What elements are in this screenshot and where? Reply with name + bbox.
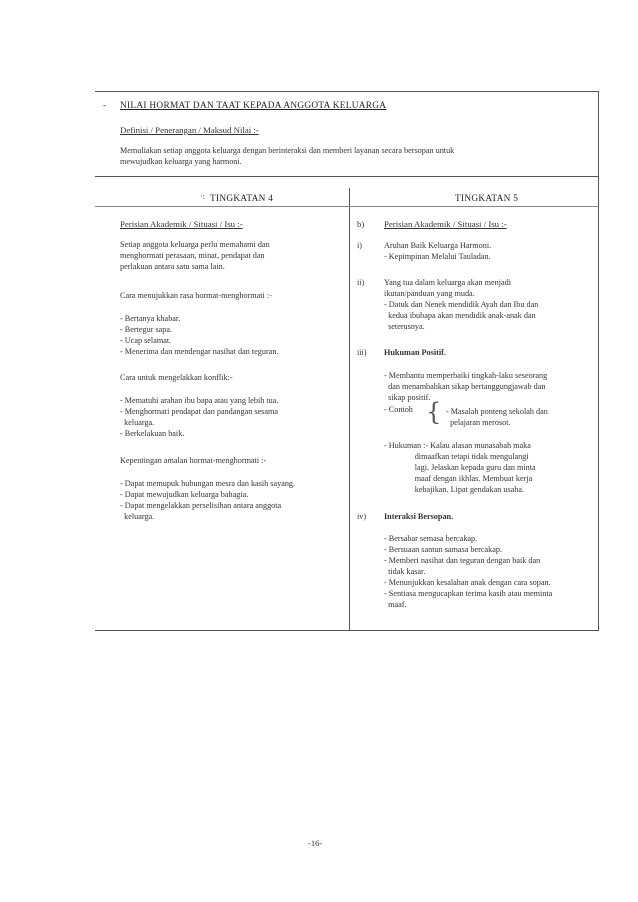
column-divider: [349, 188, 350, 631]
iii-title: Hukuman Positif.: [384, 348, 446, 357]
ii-line-5: seterusnya.: [384, 322, 425, 331]
b-text: Perisian Akademik / Situasi / Isu :-: [384, 219, 507, 229]
right-border: [598, 91, 599, 631]
iii-label: iii): [357, 348, 367, 357]
cara-item-2: - Bertegur sapa.: [120, 325, 173, 334]
iv-item-3: - Memberi nasihat dan teguran dengan baik dan: [384, 556, 541, 565]
konflik-item-2: - Menghormati pendapat dan pandangan sesama: [120, 407, 279, 416]
cara-item-4: - Menerima dan mendengar nasihat dan teguran.: [120, 347, 279, 356]
iv-item-2: - Bersuaan santun samasa bercakap.: [384, 545, 502, 554]
kepentingan-item-4: keluarga.: [120, 512, 155, 521]
kepentingan-item-1: - Dapat memupuk hubungan mesra dan kasih sayang.: [120, 479, 296, 488]
left-title-marker: ·:: [200, 192, 205, 201]
kepentingan-item-3: - Dapat mengelakkan perselisihan antara anggota: [120, 501, 282, 510]
left-intro-2: menghormati perasaan, minat, pendapat dan: [120, 251, 265, 260]
ii-line-2: ikutan/panduan yang muda.: [384, 289, 475, 298]
iv-item-5: - Menunjukkan kesalahan anak dengan cara sopan.: [384, 578, 551, 587]
konflik-item-3: keluarga.: [120, 418, 155, 427]
title-bullet: -: [103, 101, 107, 111]
hukuman-line-4: maaf dengan ikhlas. Membuat kerja: [384, 474, 533, 483]
left-section-label: Perisian Akademik / Situasi / Isu :-: [120, 219, 243, 229]
hukuman-line-1: - Hukuman :- Kalau alasan munasabah maka: [384, 441, 531, 450]
left-column-title: TINGKATAN 4: [210, 194, 274, 204]
i-item-1: - Kepimpinan Melalui Tauladan.: [384, 252, 491, 261]
cara-title: Cara menujukkan rasa hormat-menghormati :-: [120, 291, 272, 300]
hukuman-line-2: dimaafkan tetapi tidak mengulangi: [384, 452, 529, 461]
hukuman-line-5: kebajikan. Lipat gendakan usaha.: [384, 485, 525, 494]
page-number: -16-: [308, 838, 323, 848]
b-label: b): [357, 219, 365, 229]
def-divider: [95, 176, 599, 177]
iv-item-4: tidak kasar.: [384, 567, 426, 576]
iv-label: iv): [357, 512, 367, 521]
contoh-line-2: pelajaran merosot.: [446, 418, 511, 427]
iii-line-1: - Membantu memperbaiki tingkah-laku seseorang: [384, 371, 548, 380]
definition-line-1: Memuliakan setiap anggota keluarga dengan berinteraksi dan memberi layanan secara bersopan untuk: [120, 146, 455, 155]
left-intro-3: perlakuan antara satu sama lain.: [120, 262, 225, 271]
top-border: [95, 91, 598, 92]
contoh-label: - Contoh: [384, 405, 413, 414]
konflik-item-4: - Berkelakuan baik.: [120, 429, 185, 438]
iii-line-2: dan menambahkan sikap bertanggungjawab dan: [384, 382, 546, 391]
kepentingan-title: Kepentingan amalan hormat-menghormati :-: [120, 456, 267, 465]
contoh-line-1: - Masalah ponteng sekolah dan: [446, 407, 548, 416]
hukuman-line-3: lagi. Jelaskan kepada guru dan minta: [384, 463, 536, 472]
right-column-title: TINGKATAN 5: [455, 194, 519, 204]
ii-line-4: kedua ibubapa akan mendidik anak-anak dan: [384, 311, 536, 320]
konflik-title: Cara untuk mengelakkan konflik:-: [120, 373, 233, 382]
cara-item-3: - Ucap selamat.: [120, 336, 172, 345]
cara-item-1: - Bertanya khabar.: [120, 314, 181, 323]
contoh-brace: {: [426, 398, 442, 426]
ii-label: ii): [357, 278, 365, 287]
page-title: NILAI HORMAT DAN TAAT KEPADA ANGGOTA KELUARGA: [120, 101, 387, 111]
i-label: i): [357, 241, 363, 250]
ii-line-3: - Datuk dan Nenek mendidik Ayah dan Ibu dan: [384, 300, 539, 309]
iv-item-6: - Sentiasa mengucapkan terima kasih atau meminta: [384, 589, 553, 598]
left-intro-1: Setiap anggota keluarga perlu memahami dan: [120, 240, 270, 249]
iv-item-7: maaf.: [384, 600, 407, 609]
header-row-divider: [95, 206, 599, 207]
iii-line-3: sikap positif.: [384, 393, 431, 402]
iv-item-1: - Bersabar semasa bercakap.: [384, 534, 478, 543]
definition-line-2: mewujudkan keluarga yang harmoni.: [120, 157, 242, 166]
i-title: Aruhan Baik Keluarga Harmoni.: [384, 241, 492, 250]
iv-title: Interaksi Bersopan.: [384, 512, 454, 521]
definition-label: Definisi / Penerangan / Maksud Nilai :-: [120, 125, 259, 135]
ii-line-1: Yang tua dalam keluarga akan menjadi: [384, 278, 512, 287]
konflik-item-1: - Mematuhi arahan ibu bapa atau yang lebih tua.: [120, 396, 279, 405]
kepentingan-item-2: - Dapat mewujudkan keluarga bahagia.: [120, 490, 249, 499]
bottom-border: [95, 630, 599, 631]
